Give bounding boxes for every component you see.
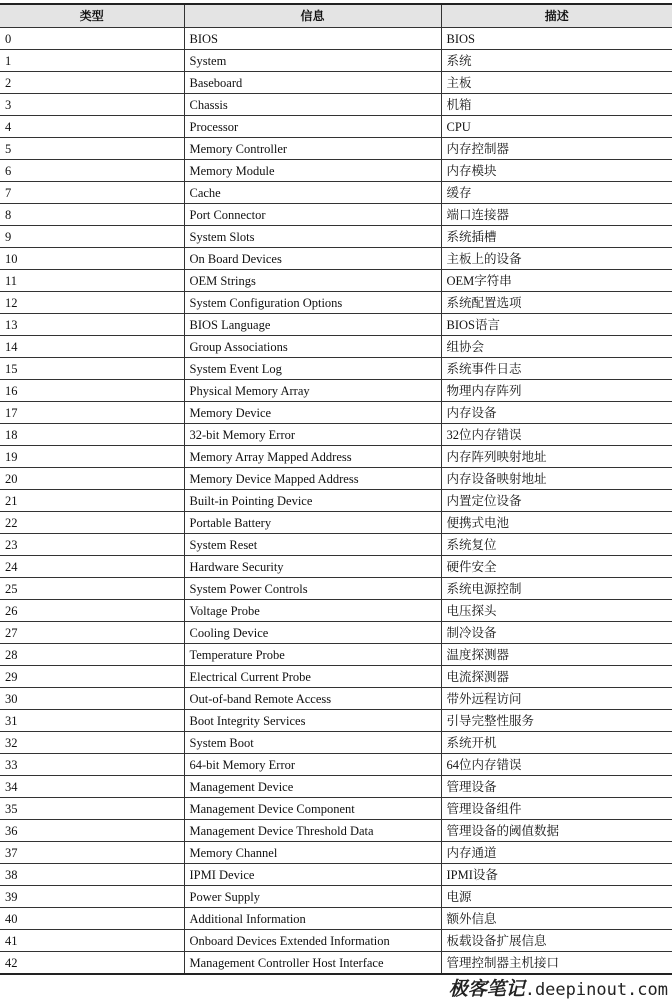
table-row xyxy=(0,644,672,666)
header-info: 信息 xyxy=(184,4,441,28)
cell-type: 20 xyxy=(0,468,184,490)
cell-type: 4 xyxy=(0,116,184,138)
cell-type: 16 xyxy=(0,380,184,402)
cell-description: 电压探头 xyxy=(441,600,672,622)
table-row xyxy=(0,864,672,886)
header-type: 类型 xyxy=(0,4,184,28)
cell-description: 64位内存错误 xyxy=(441,754,672,776)
cell-type: 30 xyxy=(0,688,184,710)
cell-description: 带外远程访问 xyxy=(441,688,672,710)
cell-info: Temperature Probe xyxy=(184,644,441,666)
cell-type: 10 xyxy=(0,248,184,270)
cell-type: 13 xyxy=(0,314,184,336)
cell-type: 39 xyxy=(0,886,184,908)
cell-info: Portable Battery xyxy=(184,512,441,534)
table-row xyxy=(0,534,672,556)
cell-info: System Event Log xyxy=(184,358,441,380)
cell-info: Onboard Devices Extended Information xyxy=(184,930,441,952)
cell-description: 缓存 xyxy=(441,182,672,204)
cell-type: 32 xyxy=(0,732,184,754)
cell-description: 32位内存错误 xyxy=(441,424,672,446)
table-row xyxy=(0,424,672,446)
cell-type: 23 xyxy=(0,534,184,556)
cell-info: Electrical Current Probe xyxy=(184,666,441,688)
table-header-row xyxy=(0,4,672,28)
cell-description: 温度探测器 xyxy=(441,644,672,666)
cell-description: BIOS xyxy=(441,28,672,50)
table-row xyxy=(0,380,672,402)
cell-info: 64-bit Memory Error xyxy=(184,754,441,776)
table-row xyxy=(0,666,672,688)
cell-type: 31 xyxy=(0,710,184,732)
table-row xyxy=(0,270,672,292)
cell-info: Processor xyxy=(184,116,441,138)
table-row xyxy=(0,688,672,710)
table-row xyxy=(0,138,672,160)
table-body xyxy=(0,28,672,975)
table-row xyxy=(0,402,672,424)
cell-type: 34 xyxy=(0,776,184,798)
cell-description: 系统复位 xyxy=(441,534,672,556)
cell-description: 内存设备 xyxy=(441,402,672,424)
cell-info: Out-of-band Remote Access xyxy=(184,688,441,710)
header-description: 描述 xyxy=(441,4,672,28)
cell-description: 主板上的设备 xyxy=(441,248,672,270)
table-row xyxy=(0,556,672,578)
cell-type: 11 xyxy=(0,270,184,292)
cell-info: Management Controller Host Interface xyxy=(184,952,441,975)
cell-info: Management Device Threshold Data xyxy=(184,820,441,842)
cell-description: 管理控制器主机接口 xyxy=(441,952,672,975)
cell-description: 主板 xyxy=(441,72,672,94)
cell-info: BIOS Language xyxy=(184,314,441,336)
table-row xyxy=(0,226,672,248)
table-row xyxy=(0,28,672,50)
cell-description: 内置定位设备 xyxy=(441,490,672,512)
cell-description: 内存控制器 xyxy=(441,138,672,160)
cell-description: 系统配置选项 xyxy=(441,292,672,314)
cell-type: 6 xyxy=(0,160,184,182)
cell-info: System xyxy=(184,50,441,72)
cell-description: 内存模块 xyxy=(441,160,672,182)
cell-info: BIOS xyxy=(184,28,441,50)
table-row xyxy=(0,336,672,358)
cell-type: 28 xyxy=(0,644,184,666)
cell-type: 35 xyxy=(0,798,184,820)
cell-info: Chassis xyxy=(184,94,441,116)
table-row xyxy=(0,490,672,512)
table-row xyxy=(0,754,672,776)
cell-description: 端口连接器 xyxy=(441,204,672,226)
cell-type: 3 xyxy=(0,94,184,116)
cell-description: 系统开机 xyxy=(441,732,672,754)
cell-description: 便携式电池 xyxy=(441,512,672,534)
table-row xyxy=(0,952,672,975)
cell-description: 内存设备映射地址 xyxy=(441,468,672,490)
cell-description: 组协会 xyxy=(441,336,672,358)
cell-info: Hardware Security xyxy=(184,556,441,578)
table-row xyxy=(0,820,672,842)
cell-info: 32-bit Memory Error xyxy=(184,424,441,446)
cell-type: 0 xyxy=(0,28,184,50)
cell-type: 7 xyxy=(0,182,184,204)
table-row xyxy=(0,314,672,336)
cell-info: Memory Device Mapped Address xyxy=(184,468,441,490)
cell-info: System Configuration Options xyxy=(184,292,441,314)
table-row xyxy=(0,732,672,754)
cell-info: Baseboard xyxy=(184,72,441,94)
cell-type: 25 xyxy=(0,578,184,600)
cell-type: 19 xyxy=(0,446,184,468)
cell-type: 22 xyxy=(0,512,184,534)
table-row xyxy=(0,204,672,226)
cell-description: 管理设备组件 xyxy=(441,798,672,820)
table-row xyxy=(0,248,672,270)
table-row xyxy=(0,908,672,930)
cell-info: Built-in Pointing Device xyxy=(184,490,441,512)
smbios-type-table xyxy=(0,3,672,975)
cell-info: Memory Module xyxy=(184,160,441,182)
table-row xyxy=(0,600,672,622)
cell-type: 5 xyxy=(0,138,184,160)
table-row xyxy=(0,512,672,534)
cell-info: System Boot xyxy=(184,732,441,754)
cell-info: Management Device Component xyxy=(184,798,441,820)
cell-description: 内存通道 xyxy=(441,842,672,864)
cell-description: 电源 xyxy=(441,886,672,908)
table-row xyxy=(0,930,672,952)
cell-type: 12 xyxy=(0,292,184,314)
cell-type: 14 xyxy=(0,336,184,358)
table-row xyxy=(0,446,672,468)
cell-info: Memory Controller xyxy=(184,138,441,160)
cell-type: 42 xyxy=(0,952,184,975)
cell-description: 制冷设备 xyxy=(441,622,672,644)
watermark-cn: 极客笔记 xyxy=(448,978,525,1000)
cell-info: IPMI Device xyxy=(184,864,441,886)
cell-info: On Board Devices xyxy=(184,248,441,270)
cell-info: Boot Integrity Services xyxy=(184,710,441,732)
cell-description: OEM字符串 xyxy=(441,270,672,292)
cell-type: 33 xyxy=(0,754,184,776)
cell-type: 21 xyxy=(0,490,184,512)
table-row xyxy=(0,622,672,644)
cell-description: 系统 xyxy=(441,50,672,72)
cell-info: Cache xyxy=(184,182,441,204)
cell-type: 18 xyxy=(0,424,184,446)
cell-description: 系统电源控制 xyxy=(441,578,672,600)
cell-description: 系统事件日志 xyxy=(441,358,672,380)
cell-info: System Reset xyxy=(184,534,441,556)
cell-type: 8 xyxy=(0,204,184,226)
cell-info: Cooling Device xyxy=(184,622,441,644)
cell-type: 9 xyxy=(0,226,184,248)
table-row xyxy=(0,358,672,380)
table-row xyxy=(0,116,672,138)
cell-info: Memory Channel xyxy=(184,842,441,864)
table-row xyxy=(0,842,672,864)
cell-info: Memory Device xyxy=(184,402,441,424)
table-row xyxy=(0,182,672,204)
cell-info: Group Associations xyxy=(184,336,441,358)
cell-type: 38 xyxy=(0,864,184,886)
cell-type: 2 xyxy=(0,72,184,94)
cell-type: 40 xyxy=(0,908,184,930)
cell-info: Power Supply xyxy=(184,886,441,908)
cell-description: IPMI设备 xyxy=(441,864,672,886)
cell-description: 管理设备 xyxy=(441,776,672,798)
watermark xyxy=(449,978,668,1000)
cell-info: System Power Controls xyxy=(184,578,441,600)
cell-type: 24 xyxy=(0,556,184,578)
cell-info: Memory Array Mapped Address xyxy=(184,446,441,468)
cell-description: BIOS语言 xyxy=(441,314,672,336)
cell-description: 电流探测器 xyxy=(441,666,672,688)
cell-info: Management Device xyxy=(184,776,441,798)
cell-type: 1 xyxy=(0,50,184,72)
cell-type: 26 xyxy=(0,600,184,622)
table-row xyxy=(0,798,672,820)
cell-info: Port Connector xyxy=(184,204,441,226)
table-row xyxy=(0,72,672,94)
cell-info: OEM Strings xyxy=(184,270,441,292)
table-row xyxy=(0,710,672,732)
cell-info: Physical Memory Array xyxy=(184,380,441,402)
cell-description: 额外信息 xyxy=(441,908,672,930)
cell-type: 36 xyxy=(0,820,184,842)
table-row xyxy=(0,578,672,600)
table-row xyxy=(0,50,672,72)
cell-description: 管理设备的阈值数据 xyxy=(441,820,672,842)
cell-type: 41 xyxy=(0,930,184,952)
cell-description: CPU xyxy=(441,116,672,138)
cell-type: 15 xyxy=(0,358,184,380)
cell-type: 17 xyxy=(0,402,184,424)
table-row xyxy=(0,776,672,798)
cell-info: Voltage Probe xyxy=(184,600,441,622)
cell-description: 板载设备扩展信息 xyxy=(441,930,672,952)
table-row xyxy=(0,886,672,908)
watermark-en: .deepinout.com xyxy=(524,980,668,1000)
cell-type: 29 xyxy=(0,666,184,688)
table-row xyxy=(0,160,672,182)
cell-description: 硬件安全 xyxy=(441,556,672,578)
cell-type: 37 xyxy=(0,842,184,864)
cell-description: 内存阵列映射地址 xyxy=(441,446,672,468)
cell-type: 27 xyxy=(0,622,184,644)
cell-description: 物理内存阵列 xyxy=(441,380,672,402)
cell-info: Additional Information xyxy=(184,908,441,930)
table-row xyxy=(0,94,672,116)
table-row xyxy=(0,292,672,314)
cell-description: 系统插槽 xyxy=(441,226,672,248)
cell-description: 引导完整性服务 xyxy=(441,710,672,732)
table-row xyxy=(0,468,672,490)
cell-description: 机箱 xyxy=(441,94,672,116)
cell-info: System Slots xyxy=(184,226,441,248)
